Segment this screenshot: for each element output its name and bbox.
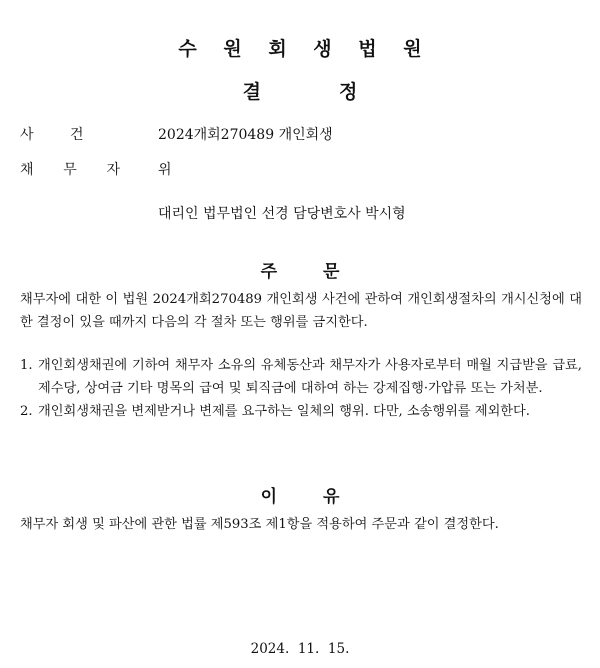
reason-text: 채무자 회생 및 파산에 관한 법률 제593조 제1항을 적용하여 주문과 같이 결정한다. — [20, 517, 499, 532]
decision-title-right: 정 — [339, 81, 358, 103]
decision-title — [0, 77, 600, 104]
debtor-value: 위 — [158, 162, 172, 178]
order-heading-left: 주 — [260, 262, 277, 282]
debtor-label — [20, 161, 120, 179]
order-heading-right: 문 — [323, 262, 340, 282]
order-heading — [0, 257, 600, 282]
list-item — [20, 354, 582, 400]
representative: 대리인 법무법인 선경 담당변호사 박시형 — [158, 206, 406, 222]
list-item — [20, 400, 582, 423]
case-label — [20, 126, 120, 144]
reason-heading-right: 유 — [323, 487, 340, 507]
reason-heading — [0, 482, 600, 507]
decision-title-left: 결 — [242, 81, 261, 103]
debtor-label-char: 무 — [63, 162, 77, 178]
debtor-label-char: 채 — [20, 162, 34, 178]
case-label-char: 건 — [70, 127, 84, 143]
list-item-text: 개인회생채권에 기하여 채무자 소유의 유체동산과 채무자가 사용자로부터 매월 지급받을 급료, 제수당, 상여금 기타 명목의 급여 및 퇴직금에 대하여 하는 강제집행·가압류 또는 가처분. — [38, 358, 582, 396]
case-number: 2024개회270489 개인회생 — [158, 127, 333, 143]
case-label-char: 사 — [20, 127, 34, 143]
court-name: 수 원 회 생 법 원 — [178, 38, 432, 60]
order-text: 채무자에 대한 이 법원 2024개회270489 개인회생 사건에 관하여 개인회생절차의 개시신청에 대한 결정이 있을 때까지 다음의 각 절차 또는 행위를 금지한다. — [20, 292, 582, 330]
list-item-text: 개인회생채권을 변제받거나 변제를 요구하는 일체의 행위. 다만, 소송행위를 제외한다. — [38, 404, 530, 419]
reason-heading-left: 이 — [260, 487, 277, 507]
list-item-number: 2. — [20, 404, 33, 419]
order-items-list — [20, 354, 582, 423]
list-item-number: 1. — [20, 358, 33, 373]
decision-date: 2024. 11. 15. — [250, 641, 350, 657]
debtor-label-char: 자 — [106, 162, 120, 178]
